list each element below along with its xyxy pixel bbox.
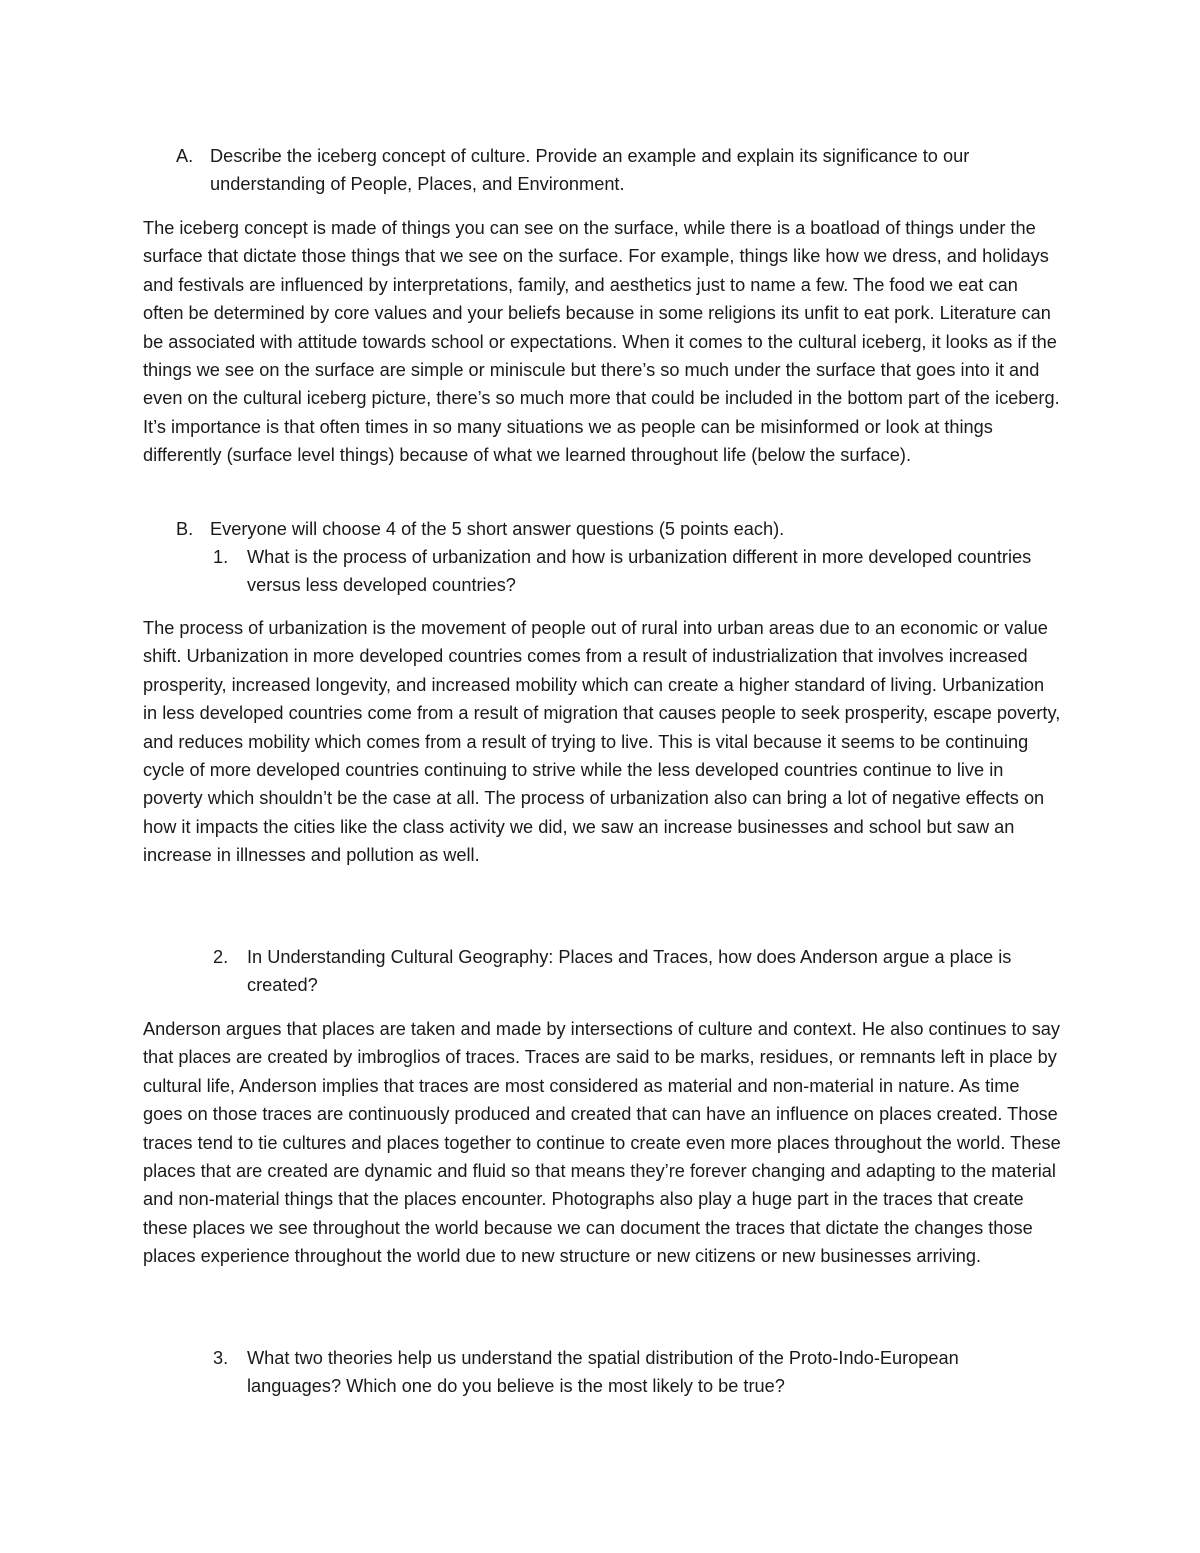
answer-1: The process of urbanization is the movement of people out of rural into urban areas due to an economic or value shift. Urbanization in more developed countries comes from a result of industrialization that involves increased prosperity, increased longevity, and increased mobility which can create a higher standard of living. Urbanization in less developed countries come from a result of migration that causes people to seek prosperity, escape poverty, and reduces mobility which comes from a result of trying to live. This is vital because it seems to be continuing cycle of more developed countries continuing to strive while the less developed countries continue to live in poverty which shouldn’t be the case at all. The process of urbanization also can bring a lot of negative effects on how it impacts the cities like the class activity we did, we saw an increase businesses and school but saw an increase in illnesses and pollution as well. [143, 618, 1061, 866]
question-2 [0, 943, 1200, 1001]
section-b-marker: B. [176, 519, 194, 539]
question-a-marker: A. [176, 146, 194, 166]
question-3-marker: 3. [213, 1348, 229, 1368]
question-1-marker: 1. [213, 547, 229, 567]
question-3 [0, 1344, 1200, 1402]
question-2-marker: 2. [213, 947, 229, 967]
answer-2: Anderson argues that places are taken and made by intersections of culture and context. He also continues to say that places are created by imbroglios of traces. Traces are said to be marks, residues, or remnants left in place by cultural life, Anderson implies that traces are most considered as material and non-material in nature. As time goes on those traces are continuously produced and created that can have an influence on places created. Those traces tend to tie cultures and places together to continue to create even more places throughout the world. These places that are created are dynamic and fluid so that means they’re forever changing and adapting to the material and non-material things that the places encounter. Photographs also play a huge part in the traces that create these places we see throughout the world because we can document the traces that dictate the changes those places experience throughout the world due to new structure or new citizens or new businesses arriving. [143, 1019, 1061, 1267]
section-b-instruction [0, 515, 1200, 545]
section-b-instruction-text: Everyone will choose 4 of the 5 short answer questions (5 points each). [210, 519, 785, 539]
question-1-text: What is the process of urbanization and how is urbanization different in more developed countries versus less developed countries? [247, 547, 1032, 596]
answer-a: The iceberg concept is made of things you can see on the surface, while there is a boatload of things under the surface that dictate those things that we see on the surface. For example, things like how we dress, and holidays and festivals are influenced by interpretations, family, and aesthetics just to name a few. The food we eat can often be determined by core values and your beliefs because in some religions its unfit to eat pork. Literature can be associated with attitude towards school or expectations. When it comes to the cultural iceberg, it looks as if the things we see on the surface are simple or miniscule but there’s so much under the surface that goes into it and even on the cultural iceberg picture, there’s so much more that could be included in the bottom part of the iceberg. It’s importance is that often times in so many situations we as people can be misinformed or look at things differently (surface level things) because of what we learned throughout life (below the surface). [143, 218, 1060, 466]
question-1 [0, 543, 1200, 601]
question-3-text: What two theories help us understand the spatial distribution of the Proto-Indo-European languages? Which one do you believe is the most likely to be true? [247, 1348, 959, 1397]
question-a [0, 142, 1200, 200]
question-a-text: Describe the iceberg concept of culture. Provide an example and explain its significance to our understanding of People, Places, and Environment. [210, 146, 970, 195]
question-2-text: In Understanding Cultural Geography: Places and Traces, how does Anderson argue a place is created? [247, 947, 1012, 996]
